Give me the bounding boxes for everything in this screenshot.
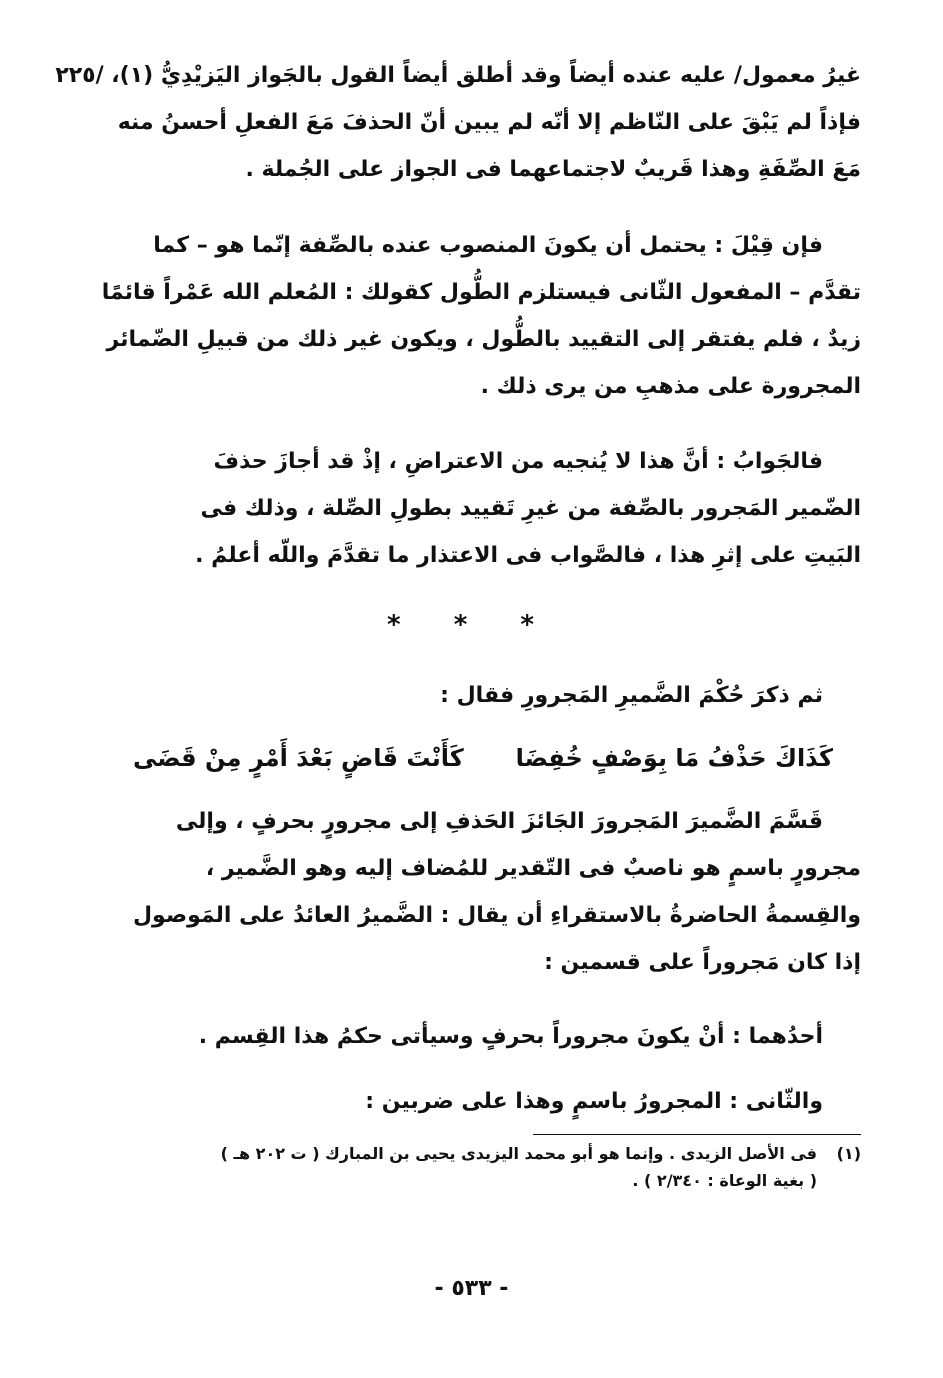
paragraph-4-line-3: والقِسمةُ الحاضرةُ بالاستقراءِ أن يقال : الضَّميرُ العائدُ على المَوصول xyxy=(132,903,861,928)
verse-first-hemistich: كَذَاكَ حَذْفُ مَا بِوَصْفٍ خُفِضَا xyxy=(515,744,833,772)
paragraph-3-line-2: الضّمير المَجرور بالصِّفة من غيرِ تَقييد بطولِ الصِّلة ، وذلك فى xyxy=(200,496,861,521)
footnote-divider xyxy=(533,1134,861,1135)
paragraph-2-line-3: زيدٌ ، فلم يفتقر إلى التقييد بالطُّول ، ويكون غير ذلك من قبيلِ الضّمائر xyxy=(106,327,861,352)
paragraph-2 xyxy=(81,222,861,410)
footnote xyxy=(81,1140,861,1194)
paragraph-4 xyxy=(81,798,861,986)
paragraph-2-line-4: المجرورة على مذهبِ من يرى ذلك . xyxy=(480,374,861,399)
page-number: - ٥٣٣ - xyxy=(434,1276,509,1301)
paragraph-1-line-2: فإذاً لم يَبْقَ على النّاظم إلا أنّه لم يبين أنّ الحذفَ مَعَ الفعلِ أحسنُ منه xyxy=(117,110,861,135)
paragraph-1-line-1: غيرُ معمول/ عليه عنده أيضاً وقد أطلق أيضاً القول بالجَواز اليَزيْدِيُّ (١)، /٢٢٥ xyxy=(55,63,861,88)
list-item-first: أحدُهما : أنْ يكونَ مجروراً بحرفٍ وسيأتى حكمُ هذا القِسم . xyxy=(198,1024,823,1049)
paragraph-3-line-3: البَيتِ على إثرِ هذا ، فالصَّواب فى الاعتذار ما تقدَّمَ واللّه أعلمُ . xyxy=(195,543,861,568)
footnote-line-1: فى الأصل الزيدى . وإنما هو أبو محمد اليزيدى يحيى بن المبارك ( ت ٢٠٢ هـ ) xyxy=(220,1144,817,1163)
verse-intro: ثم ذكرَ حُكْمَ الضَّميرِ المَجرورِ فقال : xyxy=(440,683,823,708)
paragraph-4-line-1: قَسَّمَ الضَّميرَ المَجرورَ الجَائزَ الحَذفِ إلى مجرورٍ بحرفٍ ، وإلى xyxy=(175,809,823,834)
paragraph-3 xyxy=(81,438,861,579)
paragraph-4-line-2: مجرورٍ باسمٍ هو ناصبٌ فى التّقدير للمُضاف إليه وهو الضَّمير ، xyxy=(205,856,861,881)
section-separator: * * * xyxy=(387,610,556,640)
poetry-verse xyxy=(133,734,833,782)
paragraph-1 xyxy=(55,52,861,193)
paragraph-4-line-4: إذا كان مَجروراً على قسمين : xyxy=(544,950,861,975)
paragraph-3-line-1: فالجَوابُ : أنَّ هذا لا يُنجيه من الاعتراضِ ، إذْ قد أجازَ حذفَ xyxy=(213,449,823,474)
footnote-number: (١) xyxy=(836,1144,861,1163)
paragraph-1-line-3: مَعَ الصِّفَةِ وهذا قَريبٌ لاجتماعهما فى الجواز على الجُملة . xyxy=(245,157,861,182)
paragraph-2-line-2: تقدَّم – المفعول الثّانى فيستلزم الطُّول كقولك : المُعلم الله عَمْراً قائمًا xyxy=(101,280,861,305)
verse-second-hemistich: كَأَنْتَ قَاضٍ بَعْدَ أَمْرٍ مِنْ قَضَى xyxy=(133,744,464,772)
footnote-line-2: ( بغية الوعاة : ٢/٣٤٠ ) . xyxy=(632,1171,817,1190)
list-item-second: والثّانى : المجرورُ باسمٍ وهذا على ضربين : xyxy=(365,1089,823,1114)
paragraph-2-line-1: فإن قِيْلَ : يحتمل أن يكونَ المنصوب عنده بالصِّفة إنّما هو – كما xyxy=(153,233,823,258)
